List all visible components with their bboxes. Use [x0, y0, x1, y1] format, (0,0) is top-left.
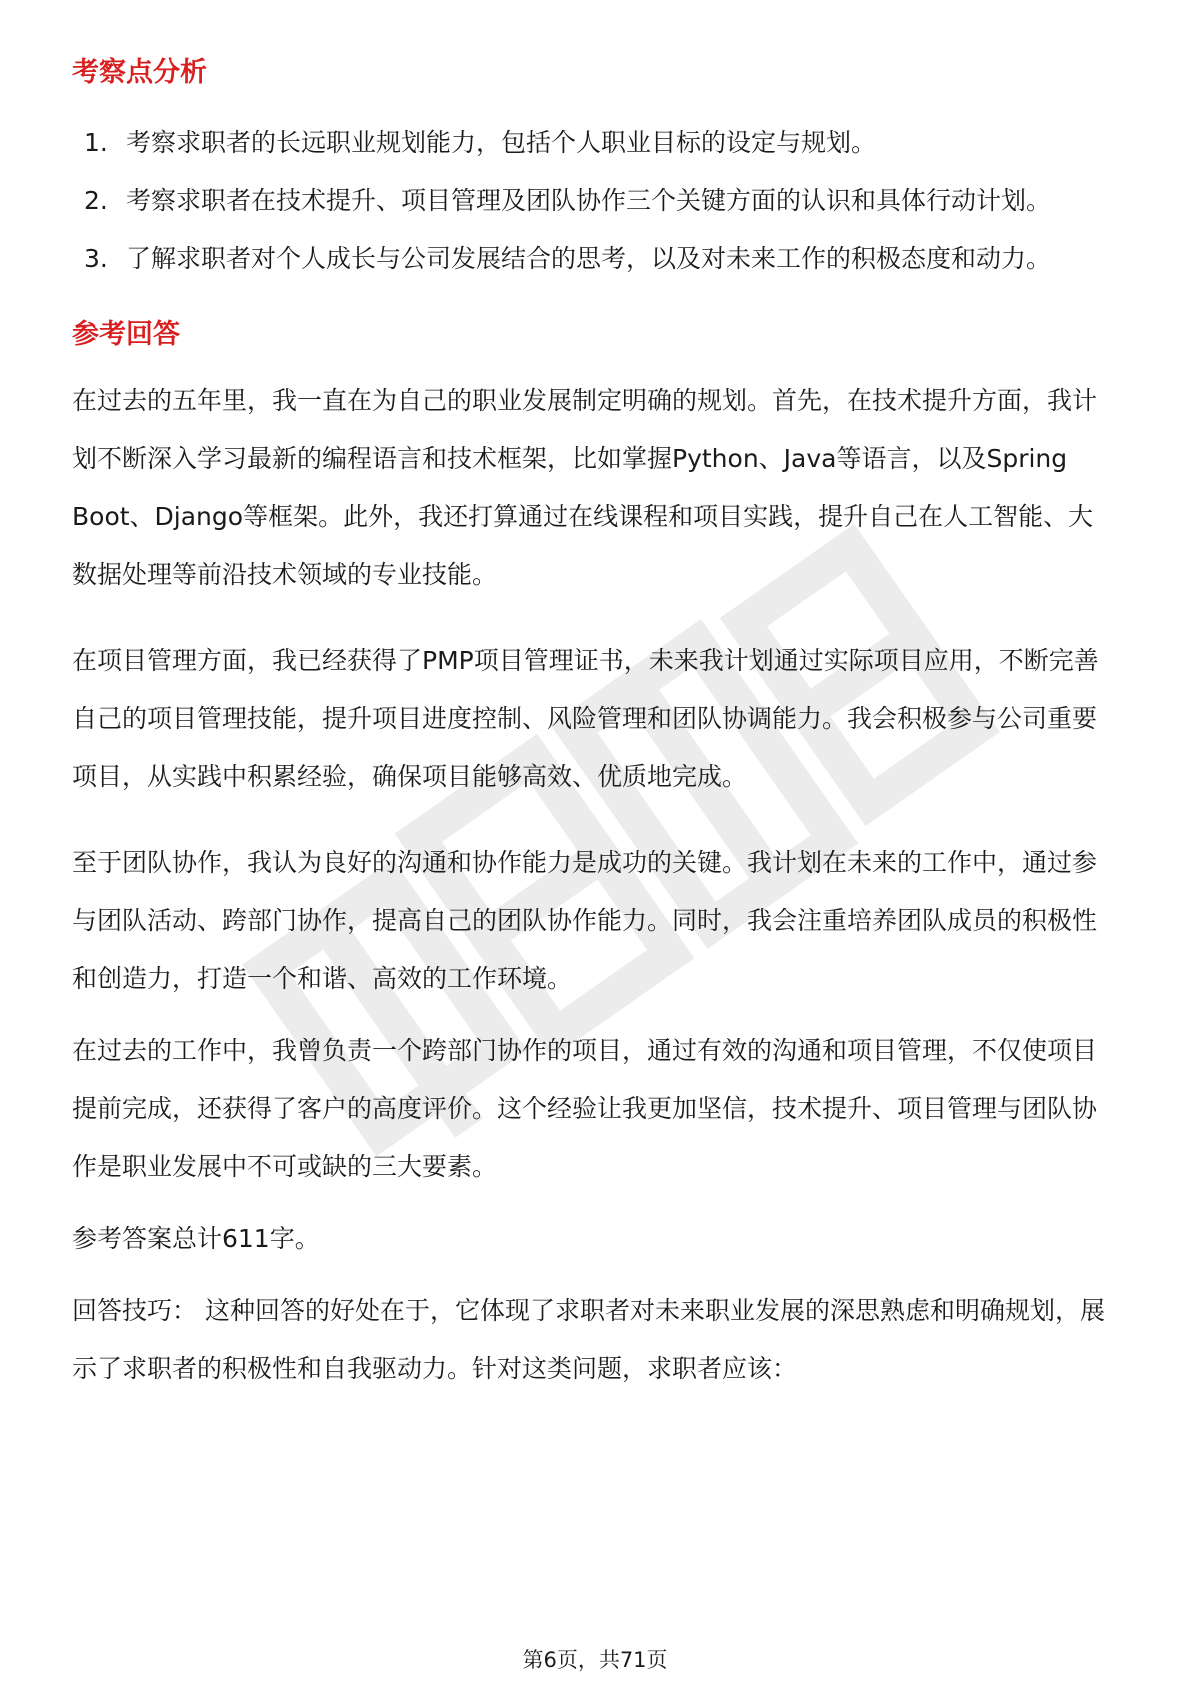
analysis-heading: 考察点分析 — [72, 57, 207, 88]
word-count-note: 参考答案总计611字。 — [72, 1224, 320, 1253]
answer-tips: 回答技巧： 这种回答的好处在于，它体现了求职者对未来职业发展的深思熟虑和明确规划，展示了求职者的积极性和自我驱动力。针对这类问题，求职者应该： — [72, 1296, 1105, 1383]
analysis-list — [72, 114, 1118, 288]
page-number: 第6页，共71页 — [522, 1648, 668, 1672]
list-text: 考察求职者在技术提升、项目管理及团队协作三个关键方面的认识和具体行动计划。 — [126, 186, 1052, 215]
answer-paragraph: 至于团队协作，我认为良好的沟通和协作能力是成功的关键。我计划在未来的工作中，通过参与团队活动、跨部门协作，提高自己的团队协作能力。同时，我会注重培养团队成员的积极性和创造力，打造一个和谐、高效的工作环境。 — [72, 848, 1098, 993]
list-item — [72, 114, 1118, 172]
answer-paragraph: 在项目管理方面，我已经获得了PMP项目管理证书，未来我计划通过实际项目应用，不断完善自己的项目管理技能，提升项目进度控制、风险管理和团队协调能力。我会积极参与公司重要项目，从实践中积累经验，确保项目能够高效、优质地完成。 — [72, 646, 1099, 791]
answer-paragraph: 在过去的工作中，我曾负责一个跨部门协作的项目，通过有效的沟通和项目管理，不仅使项目提前完成，还获得了客户的高度评价。这个经验让我更加坚信，技术提升、项目管理与团队协作是职业发展中不可或缺的三大要素。 — [72, 1036, 1098, 1181]
list-text: 了解求职者对个人成长与公司发展结合的思考，以及对未来工作的积极态度和动力。 — [126, 244, 1052, 273]
page-content — [72, 38, 1118, 1398]
list-item — [72, 172, 1118, 230]
list-number: 2. — [84, 186, 108, 215]
list-number: 3. — [84, 244, 108, 273]
list-number: 1. — [84, 128, 108, 157]
list-text: 考察求职者的长远职业规划能力，包括个人职业目标的设定与规划。 — [126, 128, 877, 157]
answer-heading: 参考回答 — [72, 319, 180, 350]
answer-paragraph: 在过去的五年里，我一直在为自己的职业发展制定明确的规划。首先，在技术提升方面，我计划不断深入学习最新的编程语言和技术框架，比如掌握Python、Java等语言，以及Spring Boot、Django等框架。此外，我还打算通过在线课程和项目实践，提升自己在人工智能、大数据处理等前沿技术领域的专业技能。 — [72, 386, 1098, 589]
list-item — [72, 230, 1118, 288]
